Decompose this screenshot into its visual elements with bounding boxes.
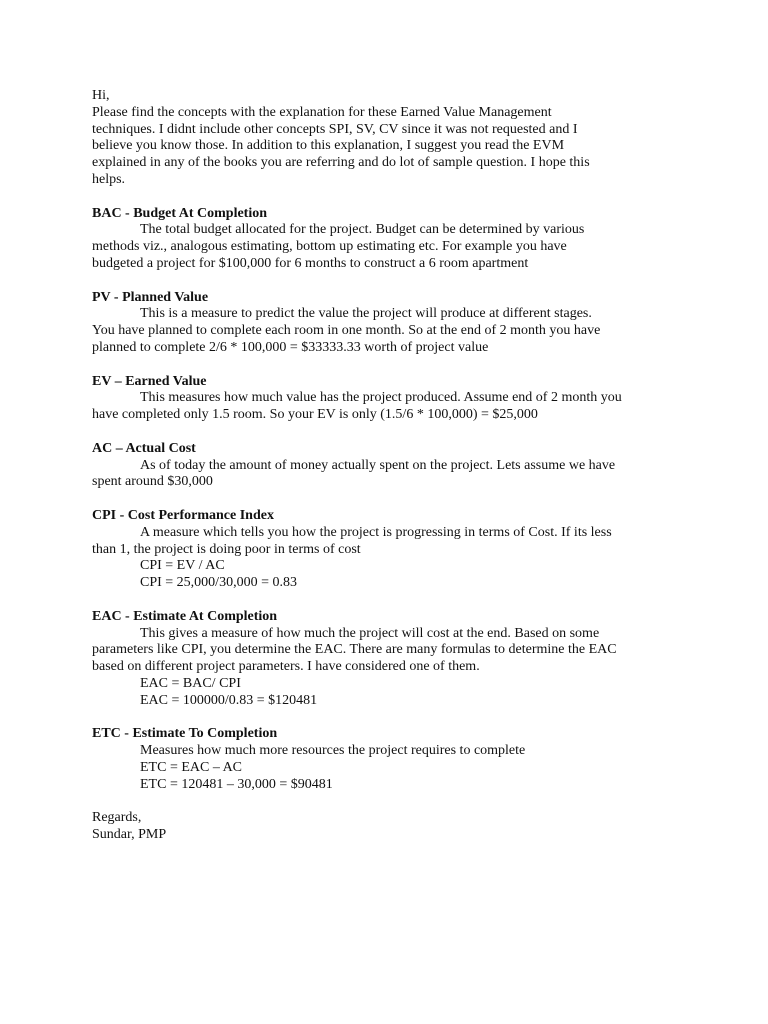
section-heading: AC – Actual Cost — [92, 440, 196, 456]
section-line: parameters like CPI, you determine the EAC. There are many formulas to determine the EAC — [92, 642, 617, 658]
section-line: budgeted a project for $100,000 for 6 months to construct a 6 room apartment — [92, 255, 529, 271]
section-line: have completed only 1.5 room. So your EV is only (1.5/6 * 100,000) = $25,000 — [92, 407, 538, 423]
section-line: CPI = EV / AC — [140, 558, 225, 574]
section — [92, 374, 692, 424]
closing: Regards, — [92, 810, 142, 826]
section-heading: EV – Earned Value — [92, 373, 207, 389]
section-line: The total budget allocated for the project. Budget can be determined by various — [140, 222, 585, 238]
section — [92, 508, 692, 592]
section-line: EAC = BAC/ CPI — [140, 675, 241, 691]
intro-line: believe you know those. In addition to this explanation, I suggest you read the EVM — [92, 138, 565, 154]
section-line: You have planned to complete each room in one month. So at the end of 2 month you have — [92, 323, 601, 339]
section — [92, 290, 692, 357]
greeting: Hi, — [92, 88, 110, 103]
intro-line: techniques. I didnt include other concepts SPI, SV, CV since it was not requested and I — [92, 121, 578, 137]
section-line: than 1, the project is doing poor in terms of cost — [92, 541, 361, 557]
section-line: CPI = 25,000/30,000 = 0.83 — [140, 575, 297, 591]
section-line: As of today the amount of money actually spent on the project. Lets assume we have — [140, 457, 616, 473]
intro-line: explained in any of the books you are referring and do lot of sample question. I hope this — [92, 155, 590, 171]
intro-line: helps. — [92, 171, 126, 187]
section — [92, 609, 692, 710]
section — [92, 441, 692, 491]
section-heading: ETC - Estimate To Completion — [92, 726, 278, 742]
section — [92, 726, 692, 793]
section-heading: EAC - Estimate At Completion — [92, 608, 278, 624]
section-line: A measure which tells you how the project is progressing in terms of Cost. If its less — [140, 524, 612, 540]
section-line: ETC = EAC – AC — [140, 759, 243, 775]
section-line: based on different project parameters. I have considered one of them. — [92, 659, 480, 675]
sections-container — [92, 189, 692, 794]
section-line: spent around $30,000 — [92, 474, 213, 490]
section-line: This measures how much value has the project produced. Assume end of 2 month you — [140, 390, 622, 406]
intro-paragraph — [92, 105, 692, 189]
section-line: Measures how much more resources the project requires to complete — [140, 743, 526, 759]
section-line: planned to complete 2/6 * 100,000 = $33333.33 worth of project value — [92, 339, 489, 355]
intro-line: Please find the concepts with the explanation for these Earned Value Management — [92, 104, 552, 120]
section-line: This is a measure to predict the value the project will produce at different stages. — [140, 306, 592, 322]
signature: Sundar, PMP — [92, 827, 167, 843]
section-line: EAC = 100000/0.83 = $120481 — [140, 692, 318, 708]
section-line: This gives a measure of how much the project will cost at the end. Based on some — [140, 625, 600, 641]
section — [92, 206, 692, 273]
document-page — [92, 88, 692, 844]
section-line: ETC = 120481 – 30,000 = $90481 — [140, 776, 333, 792]
section-line: methods viz., analogous estimating, bottom up estimating etc. For example you have — [92, 239, 567, 255]
section-heading: BAC - Budget At Completion — [92, 205, 268, 221]
section-heading: PV - Planned Value — [92, 289, 209, 305]
section-heading: CPI - Cost Performance Index — [92, 507, 274, 523]
